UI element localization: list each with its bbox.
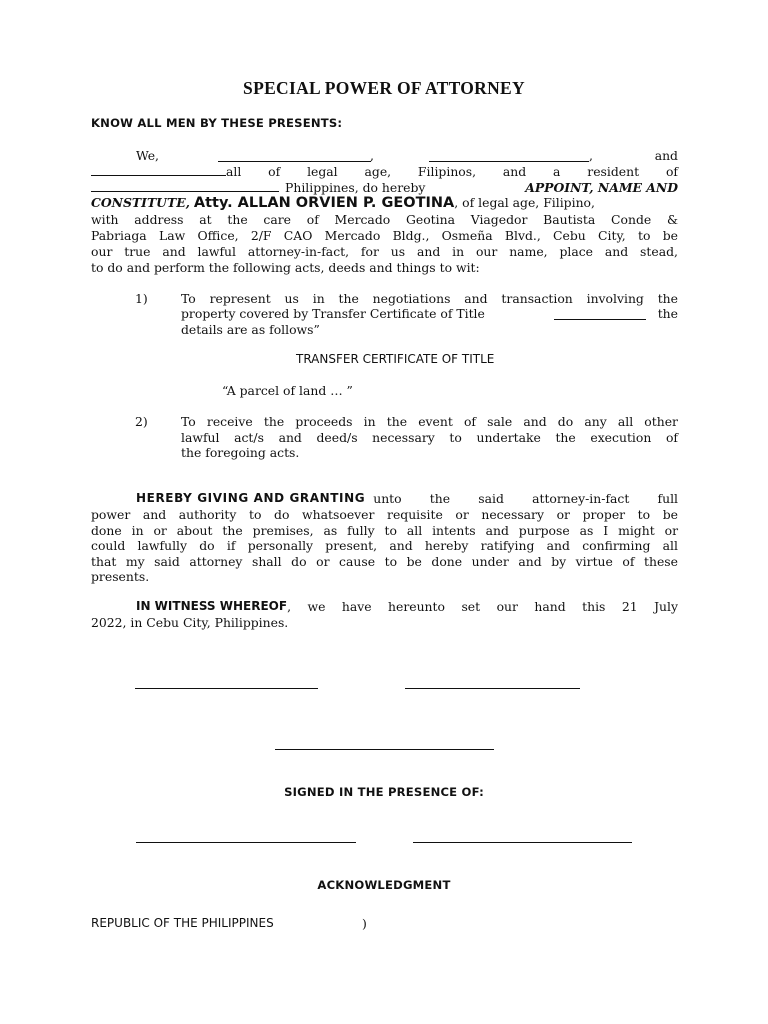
intro-line-3 — [91, 180, 678, 195]
granting-line-6: presents. — [91, 569, 150, 584]
granting-line-4: could lawfully do if personally present, and hereby ratifying and confirming all — [91, 538, 678, 553]
tct-number-blank[interactable] — [554, 308, 646, 320]
and-text: and — [654, 148, 678, 163]
intro-line-4 — [91, 195, 678, 211]
republic-text: REPUBLIC OF THE PHILIPPINES — [91, 916, 274, 930]
republic-paren: ) — [362, 916, 367, 931]
intro-line-2-text: all of legal age, Filipinos, and a resident of — [226, 164, 678, 179]
item-1-line-2-text: property covered by Transfer Certificate of Title — [181, 306, 485, 321]
comma-1: , — [370, 148, 374, 163]
intro-line-2 — [91, 164, 678, 179]
granting-line-5: that my said attorney shall do or cause to be done under and by virtue of these — [91, 554, 678, 569]
witness-line-1-text: , we have hereunto set our hand this 21 July — [287, 599, 678, 614]
principal-signature-line-1[interactable] — [135, 688, 318, 689]
attorney-name: Atty. ALLAN ORVIEN P. GEOTINA — [193, 195, 455, 211]
item-1-the-text: the — [657, 306, 678, 321]
granting-line-3: done in or about the premises, as fully to all intents and purpose as I might or — [91, 523, 678, 538]
signed-presence-heading: SIGNED IN THE PRESENCE OF: — [284, 785, 484, 799]
item-1-line-2 — [181, 306, 678, 321]
granting-line-2: power and authority to do whatsoever requisite or necessary or proper to be — [91, 507, 678, 522]
witness-line-2: 2022, in Cebu City, Philippines. — [91, 615, 289, 630]
we-text: We, — [136, 148, 159, 163]
item-1-number: 1) — [135, 291, 148, 306]
granting-line-1-text: unto the said attorney-in-fact full — [373, 491, 678, 506]
know-all-heading: KNOW ALL MEN BY THESE PRESENTS: — [91, 116, 343, 130]
principal-2-blank[interactable] — [429, 150, 589, 162]
acknowledgment-heading: ACKNOWLEDGMENT — [317, 878, 451, 892]
residence-blank[interactable] — [91, 180, 279, 192]
granting-line-1 — [91, 491, 678, 506]
tct-heading: TRANSFER CERTIFICATE OF TITLE — [296, 352, 495, 366]
item-2-line-2: lawful act/s and deed/s necessary to undertake the execution of — [181, 430, 678, 445]
item-2-line-1: To receive the proceeds in the event of sale and do any all other — [181, 414, 678, 429]
comma-2: , — [589, 148, 593, 163]
document-title: SPECIAL POWER OF ATTORNEY — [243, 78, 525, 98]
parcel-text: “A parcel of land … ” — [222, 383, 353, 398]
item-2-line-3: the foregoing acts. — [181, 445, 300, 460]
attorney-signature-line[interactable] — [275, 749, 494, 750]
appoint-text: APPOINT, NAME AND — [525, 180, 678, 195]
item-1-line-3: details are as follows” — [181, 322, 320, 337]
witness-bold: IN WITNESS WHEREOF — [136, 599, 288, 613]
witness-line-1 — [91, 599, 678, 614]
constitute-text: CONSTITUTE, — [91, 195, 190, 210]
intro-line-7: our true and lawful attorney-in-fact, for us and in our name, place and stead, — [91, 244, 678, 259]
intro-line-3-text: Philippines, do hereby — [285, 180, 426, 195]
principal-1-blank[interactable] — [218, 150, 371, 162]
principal-3-blank[interactable] — [91, 164, 226, 176]
witness-signature-line-2[interactable] — [413, 842, 632, 843]
witness-signature-line-1[interactable] — [136, 842, 356, 843]
item-2-number: 2) — [135, 414, 148, 429]
intro-line-5: with address at the care of Mercado Geotina Viagedor Bautista Conde & — [91, 212, 678, 227]
principal-signature-line-2[interactable] — [405, 688, 580, 689]
item-1-line-1: To represent us in the negotiations and transaction involving the — [181, 291, 678, 306]
intro-line-8: to do and perform the following acts, deeds and things to wit: — [91, 260, 480, 275]
granting-bold: HEREBY GIVING AND GRANTING — [136, 491, 366, 505]
intro-line-4-text: , of legal age, Filipino, — [454, 195, 595, 210]
intro-line-6: Pabriaga Law Office, 2/F CAO Mercado Bldg., Osmeña Blvd., Cebu City, to be — [91, 228, 678, 243]
